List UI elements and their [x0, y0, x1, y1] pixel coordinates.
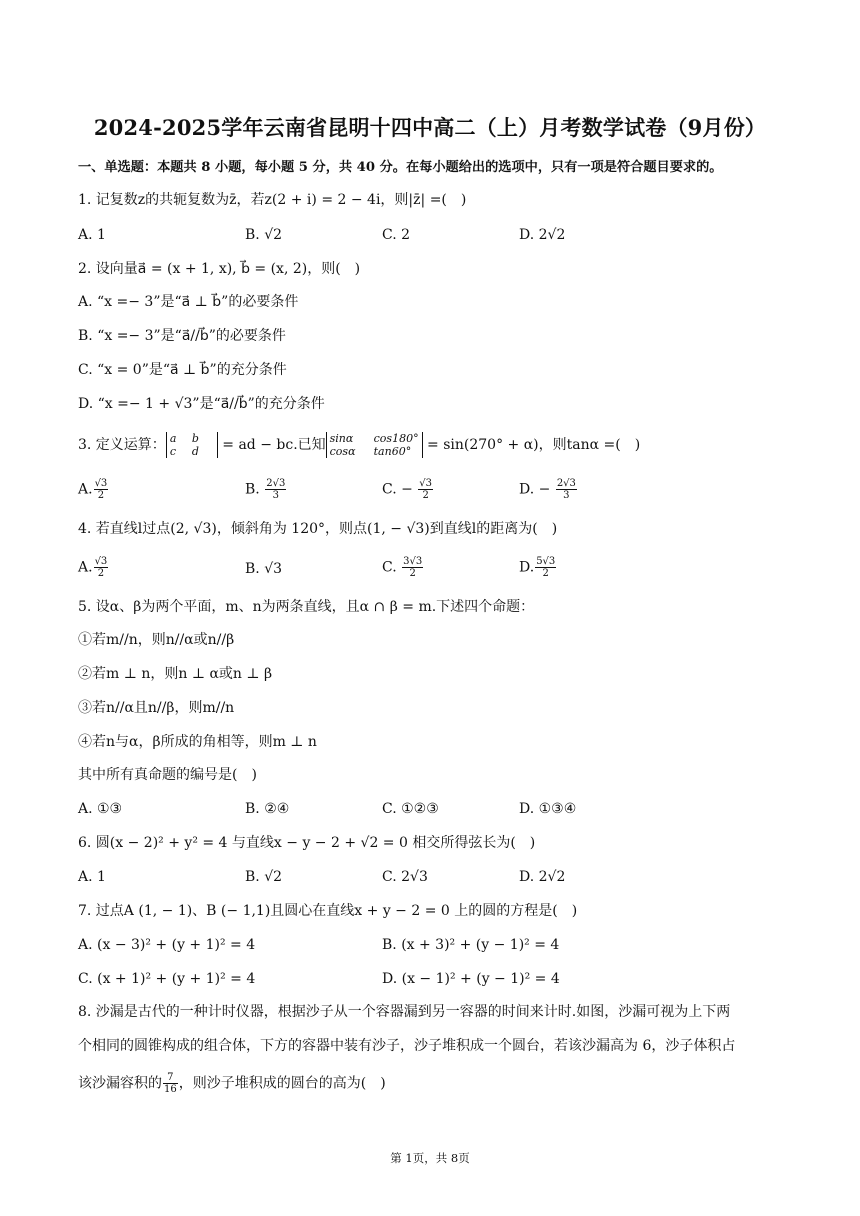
question-5-option-c: C. ①②③: [382, 801, 439, 817]
question-6-option-c: C. 2√3: [382, 869, 428, 885]
question-2-option-d: D. “x =− 1 + √3”是“a⃗//b⃗”的充分条件: [78, 396, 325, 412]
question-4-option-d: D. $\frac{5√3}{2}$: [519, 556, 556, 579]
question-2-stem: 2. 设向量a⃗ = (x + 1, x), b⃗ = (x, 2)，则( ): [78, 261, 361, 277]
question-3-option-c: C. − $\frac{√3}{2}$: [382, 478, 433, 501]
question-8-line-1: 8. 沙漏是古代的一种计时仪器，根据沙子从一个容器漏到另一容器的时间来计时.如图，沙漏可视为上下两: [78, 1004, 731, 1020]
question-5-proposition-1: ①若m//n，则n//α或n//β: [78, 632, 235, 648]
question-5-option-d: D. ①③④: [519, 801, 577, 817]
question-2-option-b: B. “x =− 3”是“a⃗//b⃗”的必要条件: [78, 328, 286, 344]
question-3-prefix: 3. 定义运算：: [78, 437, 166, 453]
question-4-option-a: A. $\frac{√3}{2}$: [78, 556, 108, 579]
page-title: 2024-2025学年云南省昆明十四中高二（上）月考数学试卷（9月份）: [93, 115, 767, 140]
question-8-line-2: 个相同的圆锥构成的组合体，下方的容器中装有沙子，沙子堆积成一个圆台，若该沙漏高为 6，沙子体积占: [78, 1038, 736, 1054]
question-5-option-a: A. ①③: [78, 801, 123, 817]
page-footer: 第 1页，共 8页: [390, 1151, 470, 1165]
question-7-option-b: B. (x + 3)² + (y − 1)² = 4: [382, 937, 560, 953]
question-1-option-c: C. 2: [382, 227, 411, 243]
question-4-option-b: B. √3: [245, 561, 283, 577]
question-7-option-c: C. (x + 1)² + (y + 1)² = 4: [78, 971, 256, 987]
question-5-proposition-2: ②若m ⊥ n，则n ⊥ α或n ⊥ β: [78, 666, 273, 682]
question-1-stem: 1. 记复数z的共轭复数为z̄，若z(2 + i) = 2 − 4i，则|z̄| =( ): [78, 192, 467, 208]
question-3-suffix: = sin(270° + α)，则tanα =( ): [427, 437, 641, 453]
question-7-option-d: D. (x − 1)² + (y − 1)² = 4: [382, 971, 560, 987]
question-6-option-a: A. 1: [78, 869, 106, 885]
question-3-stem: [78, 432, 640, 458]
question-3-mid: = ad − bc.已知: [222, 437, 326, 453]
question-5-proposition-3: ③若n//α且n//β，则m//n: [78, 700, 235, 716]
question-6-option-b: B. √2: [245, 869, 283, 885]
question-2-option-a: A. “x =− 3”是“a⃗ ⊥ b⃗”的必要条件: [78, 294, 299, 310]
question-5-proposition-4: ④若n与α，β所成的角相等，则m ⊥ n: [78, 734, 317, 750]
question-4-option-c: C. $\frac{3√3}{2}$: [382, 556, 423, 579]
question-6-stem: 6. 圆(x − 2)² + y² = 4 与直线x − y − 2 + √2 = 0 相交所得弦长为( ): [78, 835, 536, 851]
question-4-stem: 4. 若直线l过点(2, √3)，倾斜角为 120°，则点(1, − √3)到直线l的距离为( ): [78, 521, 558, 537]
question-6-option-d: D. 2√2: [519, 869, 566, 885]
question-7-stem: 7. 过点A (1, − 1)、B (− 1,1)且圆心在直线x + y − 2 = 0 上的圆的方程是( ): [78, 903, 578, 919]
question-3-option-b: B. $\frac{2√3}{3}$: [245, 478, 286, 501]
question-3-option-d: D. − $\frac{2√3}{3}$: [519, 478, 576, 501]
determinant-given: sinα cos180° cosα tan60°: [326, 432, 423, 458]
fraction-7-16: $\frac{7}{16}$: [164, 1072, 177, 1095]
question-1-option-a: A. 1: [78, 227, 106, 243]
question-3-option-a: A. $\frac{√3}{2}$: [78, 478, 108, 501]
question-2-option-c: C. “x = 0”是“a⃗ ⊥ b⃗”的充分条件: [78, 362, 287, 378]
determinant-definition: a b c d: [166, 432, 218, 458]
question-1-option-d: D. 2√2: [519, 227, 566, 243]
question-5-option-b: B. ②④: [245, 801, 290, 817]
question-8-line-3: 该沙漏容积的 $\frac{7}{16}$ ，则沙子堆积成的圆台的高为( ): [78, 1072, 386, 1095]
question-5-stem: 5. 设α、β为两个平面，m、n为两条直线，且α ∩ β = m.下述四个命题：: [78, 599, 535, 615]
question-5-ask: 其中所有真命题的编号是( ): [78, 767, 257, 783]
question-7-option-a: A. (x − 3)² + (y + 1)² = 4: [78, 937, 256, 953]
question-1-option-b: B. √2: [245, 227, 283, 243]
section-heading: 一、单选题：本题共 8 小题，每小题 5 分，共 40 分。在每小题给出的选项中，只有一项是符合题目要求的。: [78, 160, 723, 175]
